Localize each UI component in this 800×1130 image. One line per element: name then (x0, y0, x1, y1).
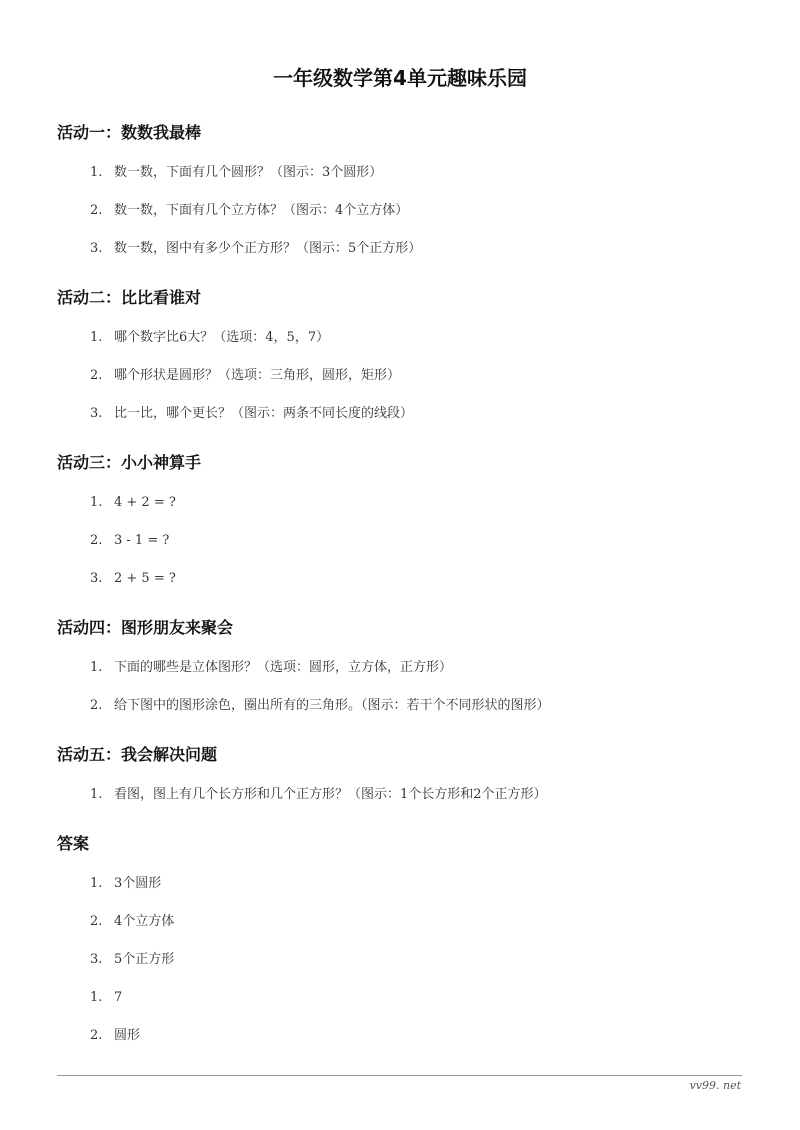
section (57, 121, 743, 268)
list-item (57, 319, 743, 357)
list-item (57, 903, 743, 941)
sections (57, 121, 743, 1055)
list-item (57, 649, 743, 687)
item-text: 数一数，下面有几个立方体？（图示：4个立方体） (114, 203, 409, 218)
item-number: 1. (90, 660, 103, 675)
section-heading: 活动一：数数我最棒 (57, 123, 202, 142)
footer-text: vv99. net (689, 1079, 741, 1092)
list-item (57, 941, 743, 979)
watermark: vv99.net (366, 985, 740, 1071)
document-page (57, 63, 743, 1055)
item-text: 圆形 (114, 1028, 141, 1043)
item-text: 3 - 1 = ? (114, 533, 170, 548)
item-text: 4个立方体 (114, 914, 175, 929)
item-text: 2 + 5 = ? (114, 571, 176, 586)
item-number: 3. (90, 241, 103, 256)
item-number: 3. (90, 406, 103, 421)
list-item (57, 192, 743, 230)
section-heading: 活动三：小小神算手 (57, 453, 202, 472)
item-text: 数一数，图中有多少个正方形？（图示：5个正方形） (114, 241, 422, 256)
item-text: 数一数，下面有几个圆形？（图示：3个圆形） (114, 165, 383, 180)
list-item (57, 1017, 743, 1055)
item-text: 7 (114, 990, 123, 1005)
item-number: 2. (90, 914, 103, 929)
item-number: 1. (90, 876, 103, 891)
item-number: 1. (90, 165, 103, 180)
item-number: 1. (90, 787, 103, 802)
item-number: 2. (90, 203, 103, 218)
item-number: 3. (90, 952, 103, 967)
list-item (57, 560, 743, 598)
item-number: 2. (90, 368, 103, 383)
section (57, 451, 743, 598)
item-text: 4 + 2 = ? (114, 495, 176, 510)
page-title: 一年级数学第4单元趣味乐园 (273, 66, 527, 90)
section (57, 743, 743, 814)
list-item (57, 484, 743, 522)
section-heading: 活动四：图形朋友来聚会 (57, 618, 234, 637)
item-text: 哪个数字比6大？（选项：4，5，7） (114, 330, 330, 345)
item-text: 下面的哪些是立体图形？（选项：圆形，立方体，正方形） (114, 660, 453, 675)
item-text: 比一比，哪个更长？（图示：两条不同长度的线段） (114, 406, 414, 421)
item-number: 2. (90, 698, 103, 713)
item-number: 2. (90, 533, 103, 548)
section-heading: 活动五：我会解决问题 (57, 745, 218, 764)
section-heading: 答案 (57, 834, 90, 853)
footer-divider (57, 1075, 742, 1076)
list-item (57, 776, 743, 814)
item-text: 3个圆形 (114, 876, 162, 891)
item-text: 给下图中的图形涂色，圈出所有的三角形。（图示：若干个不同形状的图形） (114, 698, 550, 713)
list-item (57, 865, 743, 903)
list-item (57, 230, 743, 268)
item-number: 2. (90, 1028, 103, 1043)
item-number: 1. (90, 990, 103, 1005)
list-item (57, 979, 743, 1017)
item-text: 看图，图上有几个长方形和几个正方形？（图示：1个长方形和2个正方形） (114, 787, 547, 802)
section (57, 616, 743, 725)
section (57, 832, 743, 1055)
list-item (57, 687, 743, 725)
item-number: 1. (90, 330, 103, 345)
list-item (57, 395, 743, 433)
item-text: 哪个形状是圆形？（选项：三角形，圆形，矩形） (114, 368, 401, 383)
list-item (57, 154, 743, 192)
item-number: 1. (90, 495, 103, 510)
section-heading: 活动二：比比看谁对 (57, 288, 202, 307)
item-number: 3. (90, 571, 103, 586)
section (57, 286, 743, 433)
list-item (57, 357, 743, 395)
list-item (57, 522, 743, 560)
item-text: 5个正方形 (114, 952, 175, 967)
